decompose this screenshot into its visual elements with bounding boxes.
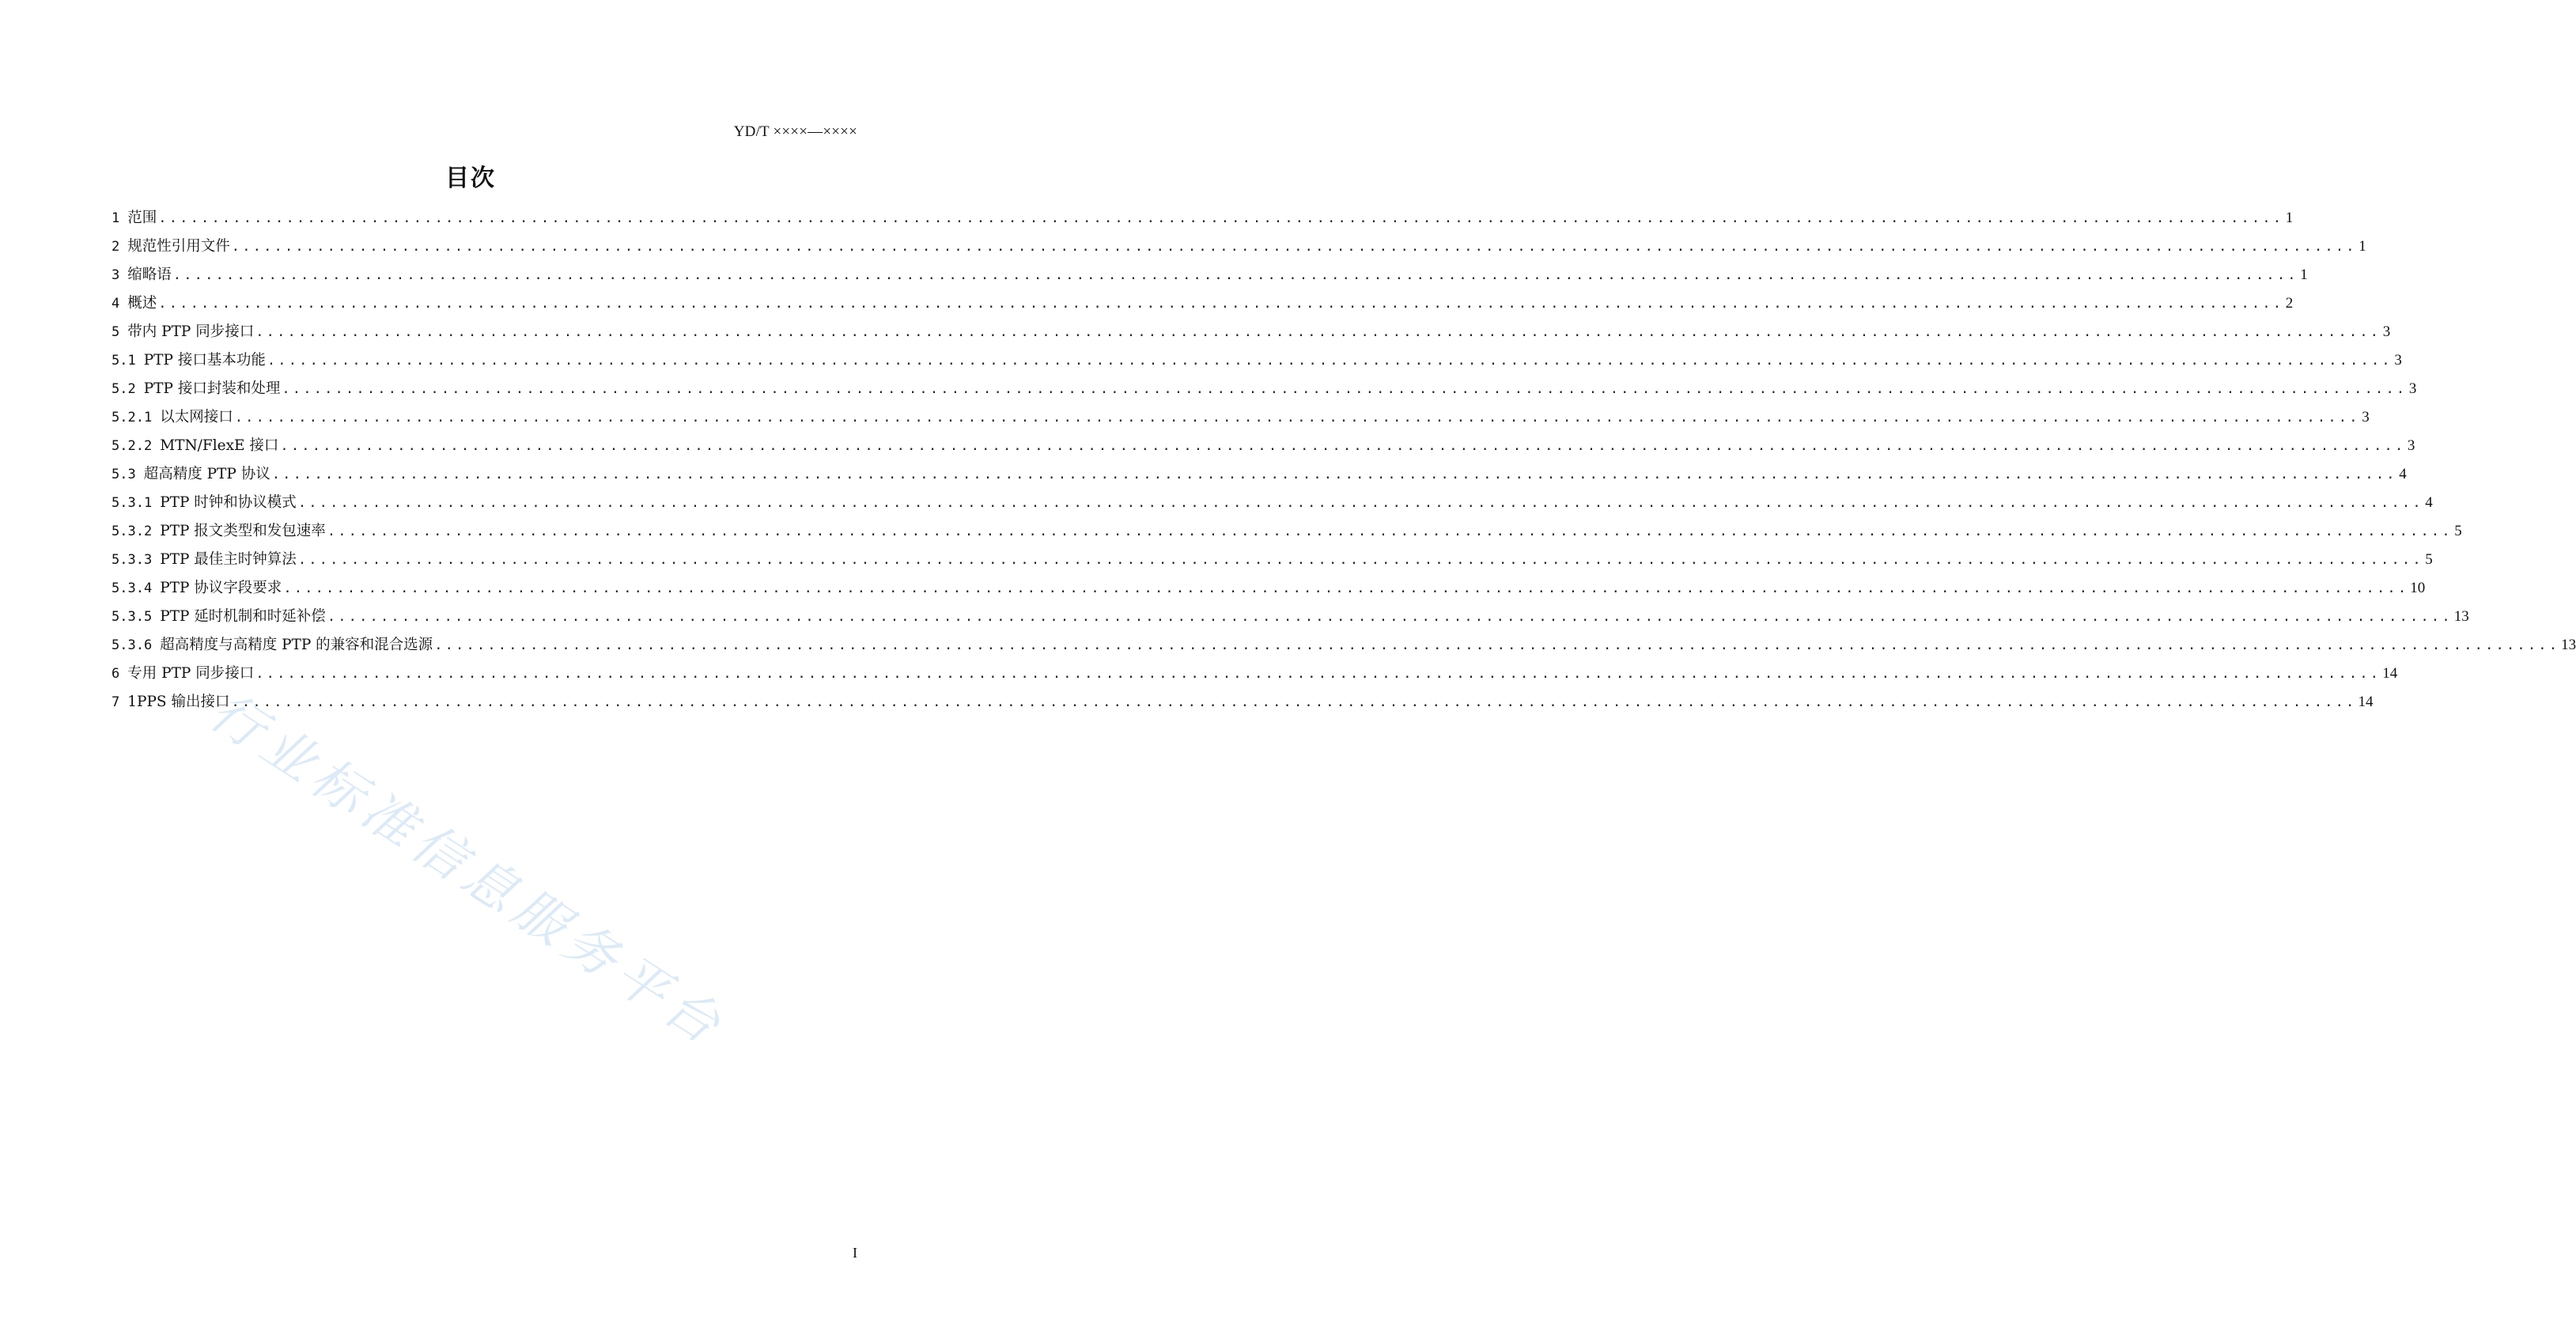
toc-leader-dots: ........................................................................................................................................................................................................ [172,267,2298,283]
toc-leader-dots: ........................................................................................................................................................................................................ [327,609,2453,625]
toc-entry-title: PTP 协议字段要求 [160,580,282,596]
toc-entry-page: 10 [2410,580,2426,596]
toc-entry-page: 1 [2300,267,2308,283]
toc-leader-dots: ........................................................................................................................................................................................................ [231,694,2357,710]
toc-entry-number: 5.2.2 [112,438,153,454]
toc-entry-number: 5.3.6 [112,637,153,653]
toc-leader-dots: ........................................................................................................................................................................................................ [280,438,2406,454]
toc-entry[interactable] [112,318,2391,346]
toc-leader-dots: ........................................................................................................................................................................................................ [231,239,2357,255]
toc-entry-number: 5.1 [112,353,136,369]
toc-entry[interactable] [112,233,2366,261]
toc-leader-dots: ........................................................................................................................................................................................................ [267,353,2393,369]
toc-entry-page: 3 [2408,380,2417,397]
toc-entry-title: 超高精度与高精度 PTP 的兼容和混合选源 [160,637,433,653]
toc-entry-title: PTP 接口封装和处理 [143,380,281,397]
toc-entry-title: PTP 时钟和协议模式 [160,494,297,511]
toc-entry-number: 1 [112,210,120,226]
toc-entry-page: 1 [2358,238,2366,255]
toc-leader-dots: ........................................................................................................................................................................................................ [255,324,2381,340]
toc-entry[interactable] [112,660,2398,688]
toc-leader-dots: ........................................................................................................................................................................................................ [271,467,2397,482]
toc-entry-page: 1 [2285,210,2294,226]
toc-entry-page: 3 [2362,409,2370,425]
toc-entry[interactable] [112,489,2433,517]
toc-entry-number: 3 [112,267,120,283]
toc-entry-page: 14 [2382,665,2398,682]
toc-entry-page: 4 [2425,494,2433,511]
toc-entry-page: 13 [2453,608,2469,625]
toc-entry-title: 概述 [127,295,157,312]
toc-leader-dots: ........................................................................................................................................................................................................ [327,524,2453,539]
toc-entry-page: 14 [2358,694,2374,710]
toc-entry-title: 范围 [127,210,157,226]
toc-entry[interactable] [112,546,2433,574]
toc-entry[interactable] [112,204,2294,233]
toc-entry-title: 超高精度 PTP 协议 [143,466,270,482]
toc-leader-dots: ........................................................................................................................................................................................................ [282,381,2408,397]
toc-entry-title: PTP 最佳主时钟算法 [160,551,297,568]
toc-entry-title: 规范性引用文件 [127,238,230,255]
document-code: YD/T ××××—×××× [733,123,857,140]
toc-entry[interactable] [112,289,2294,318]
toc-entry-title: 带内 PTP 同步接口 [127,323,255,340]
toc-entry[interactable] [112,432,2415,460]
toc-leader-dots: ........................................................................................................................................................................................................ [255,666,2381,682]
toc-entry-number: 5.3.4 [112,580,153,596]
toc-leader-dots: ........................................................................................................................................................................................................ [158,296,2284,312]
toc-entry[interactable] [112,574,2426,603]
toc-entry-title: 专用 PTP 同步接口 [127,665,255,682]
toc-entry[interactable] [112,460,2407,489]
table-of-contents [112,204,2576,717]
toc-entry-title: 以太网接口 [160,409,233,425]
toc-entry-page: 3 [2382,323,2391,340]
toc-entry[interactable] [112,346,2402,375]
toc-leader-dots: ........................................................................................................................................................................................................ [283,580,2409,596]
toc-entry[interactable] [112,688,2374,717]
toc-entry-number: 5.3.3 [112,552,153,568]
toc-entry-title: PTP 延时机制和时延补偿 [160,608,326,625]
toc-leader-dots: ........................................................................................................................................................................................................ [434,637,2560,653]
toc-entry-number: 5.3.5 [112,609,153,625]
toc-entry[interactable] [112,261,2308,289]
toc-leader-dots: ........................................................................................................................................................................................................ [297,552,2423,568]
toc-leader-dots: ........................................................................................................................................................................................................ [297,495,2423,511]
toc-entry-title: PTP 报文类型和发包速率 [160,523,326,539]
toc-entry-number: 7 [112,694,120,710]
toc-entry-number: 2 [112,239,120,255]
toc-entry-number: 5 [112,324,120,340]
toc-entry-number: 5.2 [112,381,136,397]
toc-entry-page: 3 [2394,352,2402,369]
toc-entry-number: 6 [112,666,120,682]
toc-leader-dots: ........................................................................................................................................................................................................ [234,410,2360,425]
toc-entry-page: 2 [2285,295,2294,312]
toc-title: 目次 [445,164,496,192]
toc-entry-title: 缩略语 [127,267,172,283]
toc-entry-title: 1PPS 输出接口 [127,694,230,710]
toc-leader-dots: ........................................................................................................................................................................................................ [158,210,2284,226]
toc-entry[interactable] [112,403,2370,432]
toc-entry-page: 3 [2407,437,2415,454]
toc-entry[interactable] [112,517,2462,546]
toc-entry-number: 4 [112,296,120,312]
page-number: I [853,1245,857,1261]
toc-entry-page: 5 [2425,551,2433,568]
toc-entry-number: 5.3.2 [112,524,153,539]
toc-entry-page: 4 [2399,466,2407,482]
toc-entry-page: 13 [2561,637,2576,653]
toc-entry-title: MTN/FlexE 接口 [160,437,279,454]
watermark: 行业标准信息服务平台 [199,680,737,1060]
toc-entry-number: 5.2.1 [112,410,153,425]
toc-entry-page: 5 [2454,523,2462,539]
toc-entry[interactable] [112,375,2417,403]
toc-entry[interactable] [112,631,2576,660]
toc-entry-number: 5.3 [112,467,136,482]
toc-entry-title: PTP 接口基本功能 [143,352,266,369]
toc-entry-number: 5.3.1 [112,495,153,511]
toc-entry[interactable] [112,603,2469,631]
